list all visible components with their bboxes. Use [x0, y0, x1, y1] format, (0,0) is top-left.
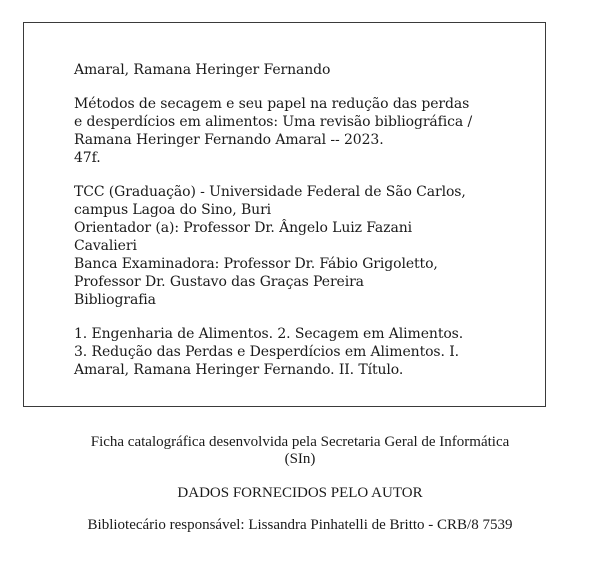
- footer-author-data: DADOS FORNECIDOS PELO AUTOR: [177, 485, 423, 501]
- bibliography-line: Bibliografia: [74, 292, 156, 308]
- spacer: [74, 167, 519, 183]
- committee-line: Professor Dr. Gustavo das Graças Pereira: [74, 274, 364, 290]
- subjects-line: 3. Redução das Perdas e Desperdícios em Alimentos. I.: [74, 344, 459, 360]
- footer-credit: [0, 434, 600, 468]
- catalog-card: [23, 22, 546, 407]
- spacer: [74, 79, 519, 95]
- pages-line: 47f.: [74, 150, 101, 166]
- title-line: Ramana Heringer Fernando Amaral -- 2023.: [74, 132, 384, 148]
- notes-line: campus Lagoa do Sino, Buri: [74, 202, 272, 218]
- catalog-card-body: [74, 61, 519, 379]
- notes-line: TCC (Graduação) - Universidade Federal de São Carlos,: [74, 184, 466, 200]
- footer-credit-line: Ficha catalográfica desenvolvida pela Secretaria Geral de Informática: [90, 434, 510, 450]
- footer-credit-line: (SIn): [284, 451, 316, 467]
- committee-line: Banca Examinadora: Professor Dr. Fábio Grigoletto,: [74, 256, 438, 272]
- author-line: Amaral, Ramana Heringer Fernando: [74, 62, 331, 78]
- subjects-line: Amaral, Ramana Heringer Fernando. II. Título.: [74, 362, 404, 378]
- advisor-line: Orientador (a): Professor Dr. Ângelo Luiz Fazani: [74, 220, 412, 236]
- spacer: [74, 309, 519, 325]
- title-line: Métodos de secagem e seu papel na redução das perdas: [74, 96, 470, 112]
- footer-librarian: Bibliotecário responsável: Lissandra Pinhatelli de Britto - CRB/8 7539: [87, 517, 513, 533]
- advisor-line: Cavalieri: [74, 238, 137, 254]
- subjects-line: 1. Engenharia de Alimentos. 2. Secagem em Alimentos.: [74, 326, 464, 342]
- title-line: e desperdícios em alimentos: Uma revisão bibliográfica /: [74, 114, 473, 130]
